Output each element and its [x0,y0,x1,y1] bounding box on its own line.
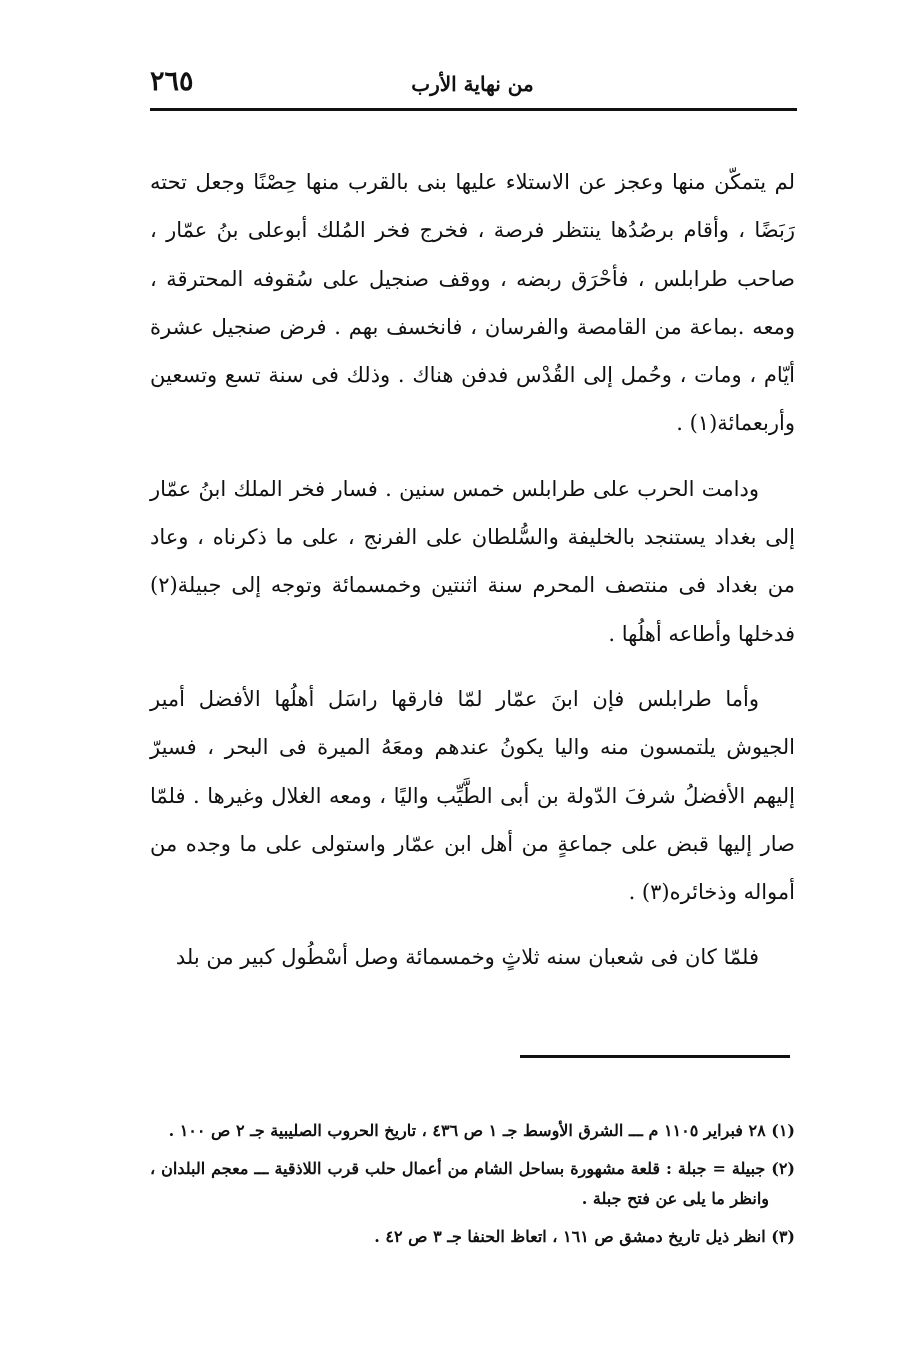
paragraph: ودامت الحرب على طرابلس خمس سنين . فسار فخر الملك ابنُ عمّار إلى بغداد يستنجد بالخليفة والسُّلطان على الفرنج ، على ما ذكرناه ، وعاد من بغداد فى منتصف المحرم سنة اثنتين وخمسمائة وتوجه إلى جبيلة(٢) فدخلها وأطاعه أهلُها . [150,476,795,646]
footnote: (١) ٢٨ فبراير ١١٠٥ م ـــ الشرق الأوسط جـ ١ ص ٤٣٦ ، تاريخ الحروب الصليبية جـ ٢ ص ١٠٠ . [168,1121,795,1140]
page-number: ٢٦٥ [150,66,194,97]
footnote: (٣) انظر ذيل تاريخ دمشق ص ١٦١ ، اتعاظ الحنفا جـ ٣ ص ٤٢ . [374,1227,795,1246]
footnote: (٢) جبيلة = جبلة : قلعة مشهورة بساحل الشام من أعمال حلب قرب اللاذقية ـــ معجم البلدان ، وانظر ما يلى عن فتح جبلة . [150,1159,795,1208]
header-rule [150,108,797,111]
body-text [150,158,795,982]
footnote-rule [520,1055,790,1058]
paragraph: فلمّا كان فى شعبان سنه ثلاثٍ وخمسمائة وصل أسْطُول كبير من بلد [175,945,759,970]
paragraph: وأما طرابلس فإن ابنَ عمّار لمّا فارقها راسَل أهلُها الأفضل أمير الجيوش يلتمسون منه واليا يكونُ عندهم ومعَهُ الميرة فى البحر ، فسيرّ إليهم الأفضلُ شرفَ الدّولة بن أبى الطَّيِّب واليًا ، ومعه الغلال وغيرها . فلمّا صار إليها قبض على جماعةٍ من أهل ابن عمّار واستولى على ما وجده من أمواله وذخائره(٣) . [150,686,795,905]
running-title: من نهاية الأرب [411,72,534,96]
page-header [150,66,795,106]
footnotes [150,1116,795,1252]
paragraph: لم يتمكّن منها وعجز عن الاستلاء عليها بنى بالقرب منها حِصْنًا وجعل تحته رَبَضًا ، وأقام برصُدُها ينتظر فرصة ، فخرج فخر المُلك أبوعلى بنُ عمّار ، صاحب طرابلس ، فأحْرَق ربضه ، ووقف صنجيل على سُقوفه المحترقة ، ومعه .بماعة من القامصة والفرسان ، فانخسف بهم . فرض صنجيل عشرة أيّام ، ومات ، وحُمل إلى القُدْس فدفن هناك . وذلك فى سنة تسع وتسعين وأربعمائة(١) . [150,170,795,436]
